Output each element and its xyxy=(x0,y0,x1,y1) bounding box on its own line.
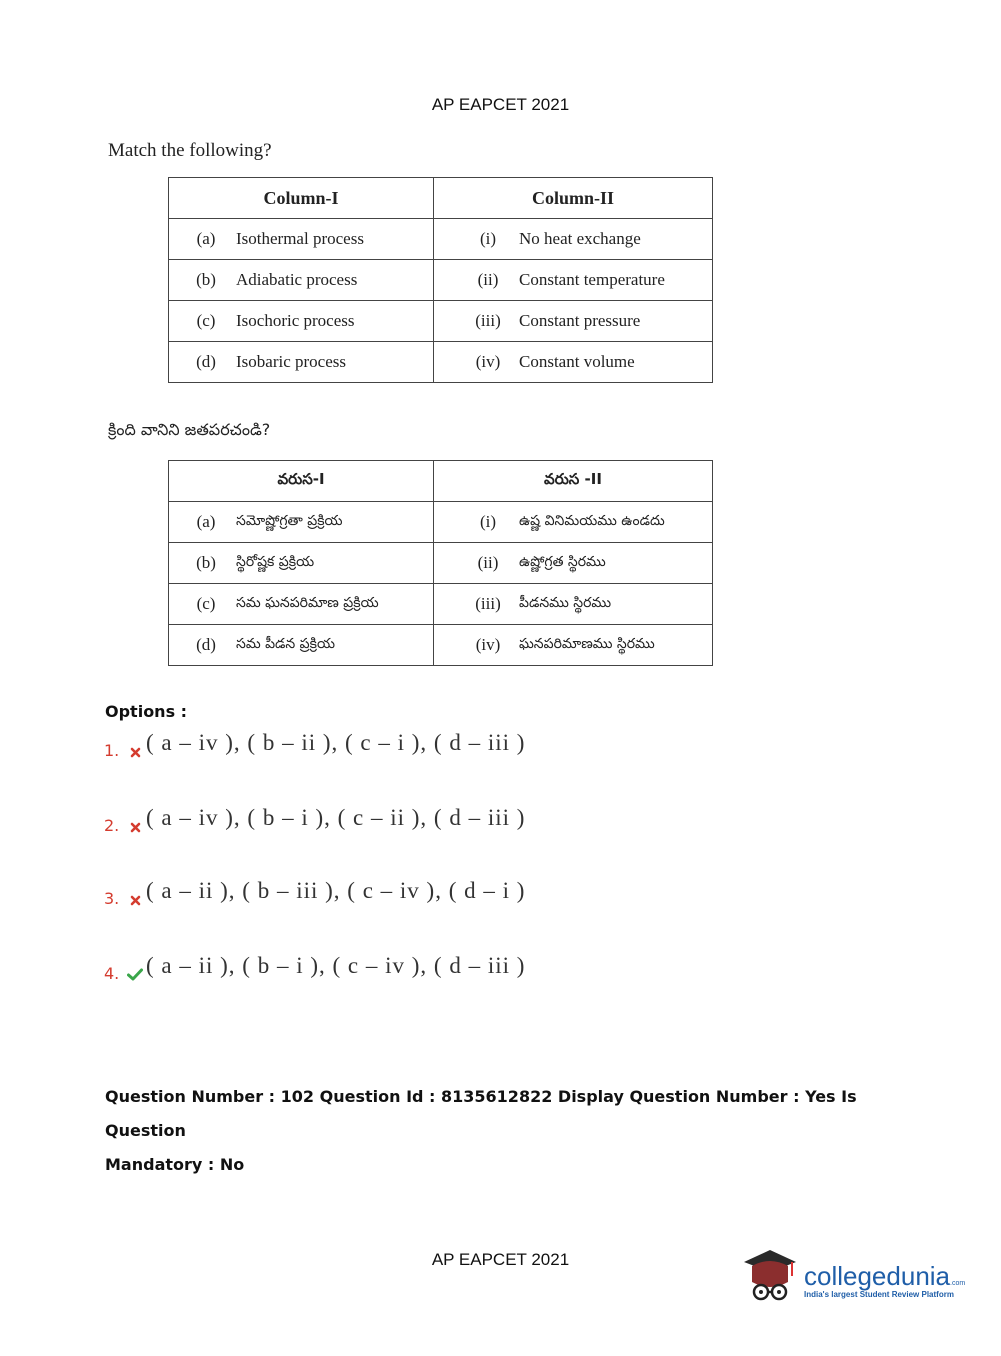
option-text: ( a – iv ), ( b – ii ), ( c – i ), ( d – iii ) xyxy=(146,730,526,755)
row-text: Isobaric process xyxy=(236,352,346,371)
row-text: సమ పీడన ప్రక్రియ xyxy=(236,635,335,652)
cross-icon xyxy=(124,895,146,906)
row-label: (ii) xyxy=(477,270,499,289)
match-table-english xyxy=(168,177,713,383)
row-text: Adiabatic process xyxy=(236,270,358,289)
options-heading: Options : xyxy=(105,702,188,721)
mascot-icon xyxy=(742,1248,798,1313)
option-number: 4. xyxy=(104,964,120,983)
row-label: (d) xyxy=(196,635,216,654)
option-text: ( a – ii ), ( b – iii ), ( c – iv ), ( d – i ) xyxy=(146,878,526,903)
option-text: ( a – iv ), ( b – i ), ( c – ii ), ( d – iii ) xyxy=(146,805,526,830)
collegedunia-logo[interactable] xyxy=(742,1248,965,1313)
table-row xyxy=(169,260,713,301)
option-number: 1. xyxy=(104,741,120,760)
row-text: No heat exchange xyxy=(519,229,641,248)
cross-icon xyxy=(124,747,146,758)
option-number: 2. xyxy=(104,816,120,835)
row-text: సమోష్ణోగ్రతా ప్రక్రియ xyxy=(236,512,343,529)
row-text: Constant volume xyxy=(519,352,635,371)
question-metadata xyxy=(105,1080,925,1182)
table-row xyxy=(169,584,713,625)
row-label: (c) xyxy=(196,594,216,613)
page-footer-title: AP EAPCET 2021 xyxy=(431,1250,570,1269)
column-header-1: వరుస-I xyxy=(169,461,434,502)
question-prompt-telugu: క్రింది వానిని జతపరచండి? xyxy=(108,420,271,439)
row-text: పీడనము స్థిరము xyxy=(519,594,612,611)
option-number: 3. xyxy=(104,889,120,908)
row-text: Isochoric process xyxy=(236,311,355,330)
table-row xyxy=(169,502,713,543)
column-header-2: Column-II xyxy=(434,178,713,219)
row-label: (iv) xyxy=(475,352,501,371)
row-label: (i) xyxy=(479,229,497,248)
row-text: సమ ఘనపరిమాణ ప్రక్రియ xyxy=(236,594,379,611)
question-metadata-line: Question Number : 102 Question Id : 8135612822 Display Question Number : Yes Is Question xyxy=(105,1087,857,1140)
logo-name: collegedunia xyxy=(804,1261,951,1291)
table-row xyxy=(169,543,713,584)
option-1[interactable] xyxy=(104,730,525,760)
row-text: స్థిరోష్ణక ప్రక్రియ xyxy=(236,553,315,570)
row-label: (a) xyxy=(196,229,216,248)
table-row xyxy=(169,625,713,666)
logo-suffix: .com xyxy=(950,1280,966,1287)
row-label: (d) xyxy=(196,352,216,371)
column-header-2: వరుస -II xyxy=(434,461,713,502)
checkmark-icon xyxy=(124,968,146,981)
question-prompt-english: Match the following? xyxy=(108,140,272,161)
row-label: (c) xyxy=(196,311,216,330)
row-label: (iii) xyxy=(475,594,501,613)
option-text: ( a – ii ), ( b – i ), ( c – iv ), ( d – iii ) xyxy=(146,953,526,978)
column-header-1: Column-I xyxy=(169,178,434,219)
question-metadata-line: Mandatory : No xyxy=(105,1155,245,1174)
row-label: (b) xyxy=(196,553,216,572)
row-text: ఘనపరిమాణము స్థిరము xyxy=(519,635,655,652)
row-label: (i) xyxy=(479,512,497,531)
row-text: ఉష్ణోగ్రత స్థిరము xyxy=(519,553,606,570)
cross-icon xyxy=(124,822,146,833)
row-label: (ii) xyxy=(477,553,499,572)
row-label: (iv) xyxy=(475,635,501,654)
option-2[interactable] xyxy=(104,805,525,835)
row-text: Constant temperature xyxy=(519,270,665,289)
row-text: Isothermal process xyxy=(236,229,364,248)
option-3[interactable] xyxy=(104,878,525,908)
match-table-telugu xyxy=(168,460,713,666)
row-label: (iii) xyxy=(475,311,501,330)
row-text: Constant pressure xyxy=(519,311,641,330)
option-4[interactable] xyxy=(104,953,525,983)
table-row xyxy=(169,219,713,260)
row-label: (b) xyxy=(196,270,216,289)
row-label: (a) xyxy=(196,512,216,531)
table-row xyxy=(169,301,713,342)
page-header-title: AP EAPCET 2021 xyxy=(431,95,570,114)
table-row xyxy=(169,342,713,383)
row-text: ఉష్ణ వినిమయము ఉండదు xyxy=(519,512,665,529)
logo-tagline: India's largest Student Review Platform xyxy=(804,1290,954,1299)
